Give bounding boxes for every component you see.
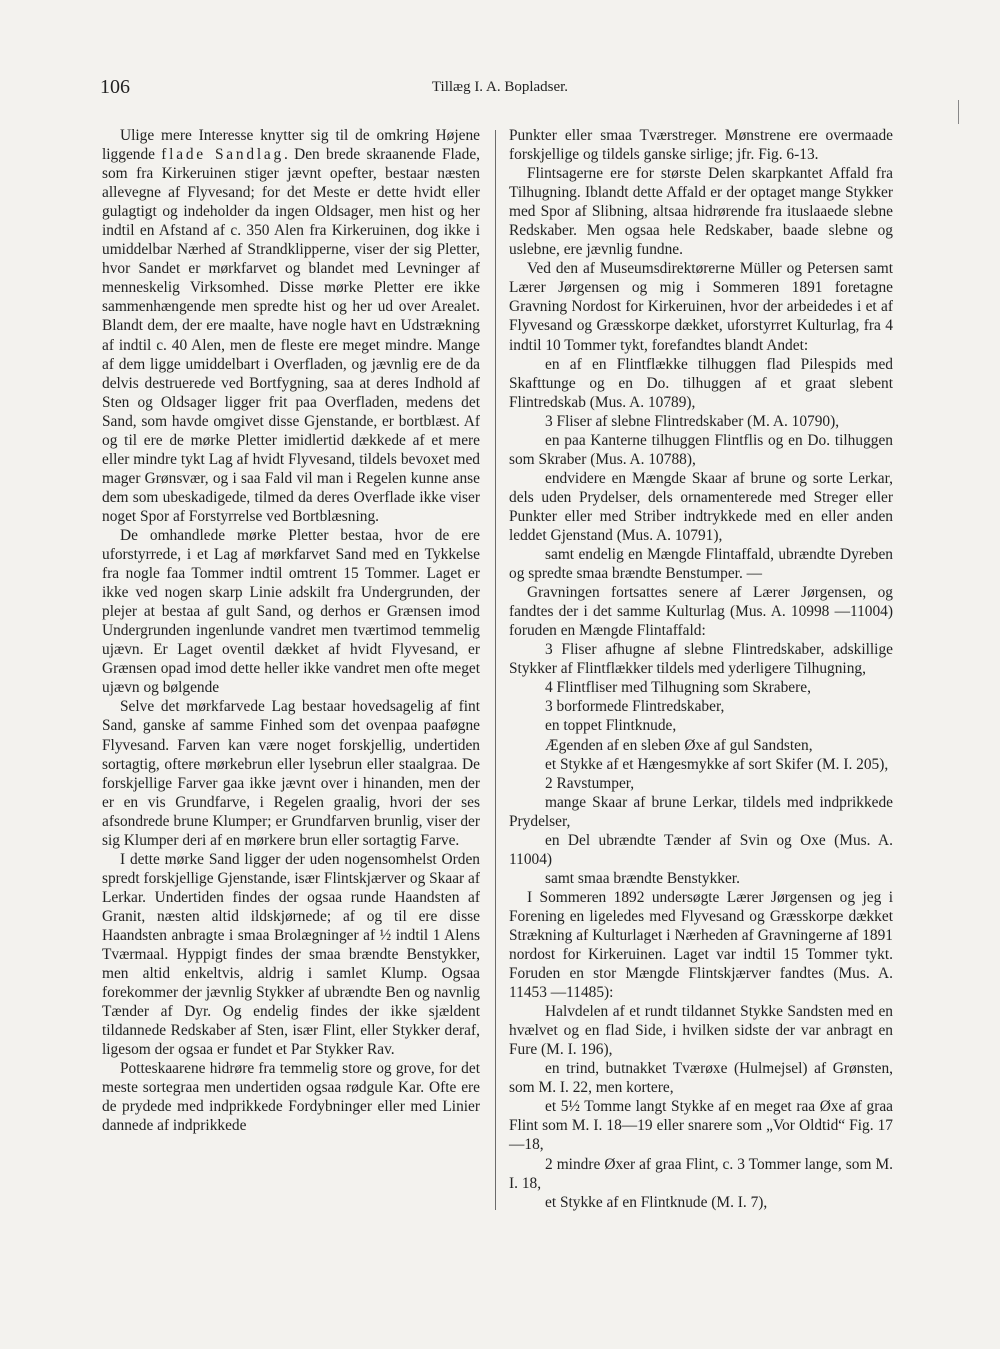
paragraph: [102, 697, 480, 849]
text-run: Potteskaarene hidrøre fra temmelig store og grove, for det meste sortegraa men undertiden ogsaa rødgule Kar. Ofte ere de prydede med indprikkede Fordybninger eller med Linier dannede af indprikkede: [102, 1060, 480, 1135]
find-list-item: [509, 412, 893, 431]
text-run: et Stykke af en Flintknude (M. I. 7),: [545, 1193, 768, 1211]
text-run: en toppet Flintknude,: [545, 717, 677, 735]
text-run: 2 Ravstumper,: [545, 774, 635, 792]
paragraph: [102, 126, 480, 526]
find-list-item: [509, 431, 893, 469]
text-run: 2 mindre Øxer af graa Flint, c. 3 Tommer lange, som M. I. 18,: [509, 1155, 893, 1192]
column-divider: [495, 130, 496, 1210]
find-list-item: [509, 545, 893, 583]
text-run: en af en Flintflække tilhuggen flad Pilespids med Skafttunge og en Do. tilhuggen af et graat slebent Flintredskab (Mus. A. 10789),: [509, 355, 893, 411]
paragraph: [509, 583, 893, 640]
text-run: en trind, butnakket Tværøxe (Hulmejsel) af Grønsten, som M. I. 22, men kortere,: [509, 1060, 893, 1097]
page-header: [100, 76, 900, 102]
find-list-item: [509, 640, 893, 678]
paragraph: [509, 259, 893, 354]
paragraph: [509, 888, 893, 1002]
paragraph-continuation: [509, 126, 893, 164]
text-run: Gravningen fortsattes senere af Lærer Jørgensen, og fandtes der i det samme Kulturlag (Mus. A. 10998 —11004) foruden en Mængde Flintaffald:: [509, 584, 893, 640]
text-run: samt smaa brændte Benstykker.: [545, 869, 740, 887]
left-column: [102, 126, 480, 1135]
find-list-item: [509, 774, 893, 793]
paragraph: [102, 1059, 480, 1135]
find-list-item: [509, 1059, 893, 1097]
page-edge-mark: [958, 100, 959, 124]
text-run: Flintsagerne ere for største Delen skarpkantet Affald fra Tilhugning. Iblandt dette Affald er der optaget mange Stykker med Spor af Slibning, altsaa hidrørende fra ituslaaede slebne Redskaber. Men ogsaa hele Redskaber, baade slebne og uslebne, ere jævnlig fundne.: [509, 165, 893, 259]
find-list-item: [509, 678, 893, 697]
text-run: I Sommeren 1892 undersøgte Lærer Jørgensen og jeg i Forening en ligeledes med Flyvesand og Græsskorpe dækket Strækning af Kulturlaget i Nærheden af Gravningerne af 1891 nordost for Kirkeruinen. Laget var indtil 15 Tommer tykt. Foruden en stor Mængde Flintskjærver fandtes (Mus. A. 11453 —11485):: [509, 888, 893, 1002]
text-run: Selve det mørkfarvede Lag bestaar hovedsagelig af fint Sand, ganske af samme Finhed som det ovenpaa paaføgne Flyvesand. Farven kan være noget forskjellig, undertiden sortagtig, oftere mørkebrun eller lysebrun eller staalgraa. De forskjellige Farver gaa ikke jævnt over i hinanden, men der er en vis Grundfarve, i Regelen graalig, hvori der ses afsondrede brune Klumper; er Grundfarven brunlig, viser der sig Klumper deri af en mørkere brun eller sortagtig Farve.: [102, 698, 480, 849]
page-number: 106: [100, 76, 130, 98]
text-run: 3 Fliser af slebne Flintredskaber (M. A. 10790),: [545, 412, 840, 430]
find-list-item: [509, 469, 893, 545]
text-run: 3 borformede Flintredskaber,: [545, 698, 725, 716]
text-run: mange Skaar af brune Lerkar, tildels med indprikkede Prydelser,: [509, 793, 893, 830]
find-list-item: [509, 1002, 893, 1059]
text-run: endvidere en Mængde Skaar af brune og sorte Lerkar, dels uden Prydelser, dels ornamenterede med Streger eller Punkter eller med Striber indtrykkede med en eller anden leddet Gjenstand (Mus. A. 10791),: [509, 469, 893, 544]
text-run: De omhandlede mørke Pletter bestaa, hvor de ere uforstyrrede, i et Lag af mørkfarvet Sand med en Tykkelse fra nogle faa Tommer indtil omtrent 15 Tommer. Laget er ikke ved nogen skarp Linie adskilt fra Undergrunden, der plejer at bestaa af gult Sand, og derhos er Grænsen imod Undergrunden ingenlunde vandret men tværtimod temmelig ujævn. Er Laget oventil dækket af hvidt Flyvesand, er Grænsen opad imod dette heller ikke vandret men ofte meget ujævn og bølgende: [102, 526, 480, 697]
text-run: Ulige mere Interesse knytter sig til de omkring Højene liggende: [102, 127, 480, 164]
text-run: Punkter eller smaa Tværstreger. Mønstrene ere overmaade forskjellige og tildels ganske sirlige; jfr. Fig. 6-13.: [509, 127, 893, 164]
find-list-item: [509, 716, 893, 735]
running-head: Tillæg I. A. Bopladser.: [431, 79, 569, 95]
text-run: et 5½ Tomme langt Stykke af en meget raa Øxe af graa Flint som M. I. 18—19 eller snarere som „Vor Oldtid“ Fig. 17—18,: [509, 1098, 893, 1154]
find-list-item: [509, 697, 893, 716]
spaced-term: flade Sandlag: [161, 146, 284, 164]
text-run: en Del ubrændte Tænder af Svin og Oxe (Mus. A. 11004): [509, 831, 893, 868]
text-run: Ægenden af en sleben Øxe af gul Sandsten,: [545, 736, 813, 754]
text-run: 4 Flintfliser med Tilhugning som Skrabere,: [545, 679, 811, 697]
text-run: en paa Kanterne tilhuggen Flintflis og en Do. tilhuggen som Skraber (Mus. A. 10788),: [509, 431, 893, 468]
paragraph: [102, 850, 480, 1060]
text-run: Ved den af Museumsdirektørerne Müller og Petersen samt Lærer Jørgensen og mig i Sommeren 1891 foretagne Gravning Nordost for Kirkeruinen, hvor der arbeidedes i et af Flyvesand og Græsskorpe dækket, uforstyrret Kulturlag, fra 4 indtil 10 Tommer tykt, forefandtes blandt Andet:: [509, 260, 893, 354]
text-run: . Den brede skraanende Flade, som fra Kirkeruinen stiger jævnt opefter, bestaar næsten allevegne af Flyvesand; for det Meste er dette hvidt eller gulagtigt og indeholder da ingen Oldsager, men hist og her indtil en Afstand af c. 350 Alen fra Kirkeruinen, dog ikke i umiddelbar Nærhed af Strandklipperne, viser der sig Pletter, hvor Sandet er mørkfarvet og blandet med Levninger af menneskelig Virksomhed. Disse mørke Pletter ere ikke sammenhængende men spredte hist og her ud over Arealet. Blandt dem, der ere maalte, have nogle havt en Udstrækning af indtil c. 40 Alen, men de fleste ere meget mindre. Mange af dem ligge umiddelbart i Overfladen, og jævnlig ere de da delvis destruerede ved Bortfygning, saa at deres Indhold af Sten og Oldsager ligger frit paa Overfladen, medens det Sand, som havde omgivet disse Gjenstande, er bortblæst. Af og til ere de mørke Pletter imidlertid dækkede af et mere eller mindre tykt Lag af hvidt Flyvesand, tildels bevoxet med mager Grønsvær, og i saa Fald vil man i Regelen kunne anse dem som ubeskadigede, tilmed da deres Overflade ikke viser noget Spor af Forstyrrelse ved Bortblæsning.: [102, 146, 481, 525]
find-list-item: [509, 355, 893, 412]
find-list-item: [509, 755, 893, 774]
text-run: Halvdelen af et rundt tildannet Stykke Sandsten med en hvælvet og en flad Side, i hvilken sidste der var anbragt en Fure (M. I. 196),: [509, 1003, 893, 1059]
find-list-item: [509, 1155, 893, 1193]
find-list-item: [509, 831, 893, 869]
find-list-item: [509, 1097, 893, 1154]
text-run: 3 Fliser afhugne af slebne Flintredskaber, adskillige Stykker af Flintflækker tildels med yderligere Tilhugning,: [509, 641, 893, 678]
find-list-item: [509, 869, 893, 888]
right-column: [509, 126, 893, 1212]
paragraph: [509, 164, 893, 259]
text-run: I dette mørke Sand ligger der uden nogensomhelst Orden spredt forskjellige Gjenstande, især Flintskjærver og Skaar af Lerkar. Undertiden findes der ogsaa runde Haandsten af Granit, næsten altid ildskjørnede; af og til ere disse Haandsten anbragte i smaa Brolægninger af ½ indtil 1 Alens Tværmaal. Hyppigt findes der smaa brændte Benstykker, men altid enkeltvis, aldrig i samlet Klump. Ogsaa forekommer der jævnlig Stykker af ubrændte Ben og navnlig Tænder af Dyr. Og endelig findes der ikke sjældent tildannede Redskaber af Sten, især Flint, eller Stykker deraf, ligesom der ogsaa er fundet et Par Stykker Rav.: [102, 850, 480, 1059]
paragraph: [102, 526, 480, 697]
text-run: et Stykke af et Hængesmykke af sort Skifer (M. I. 205),: [545, 755, 889, 773]
find-list-item: [509, 736, 893, 755]
find-list-item: [509, 793, 893, 831]
text-run: samt endelig en Mængde Flintaffald, ubrændte Dyreben og spredte smaa brændte Benstumper. —: [509, 546, 893, 583]
find-list-item: [509, 1193, 893, 1212]
